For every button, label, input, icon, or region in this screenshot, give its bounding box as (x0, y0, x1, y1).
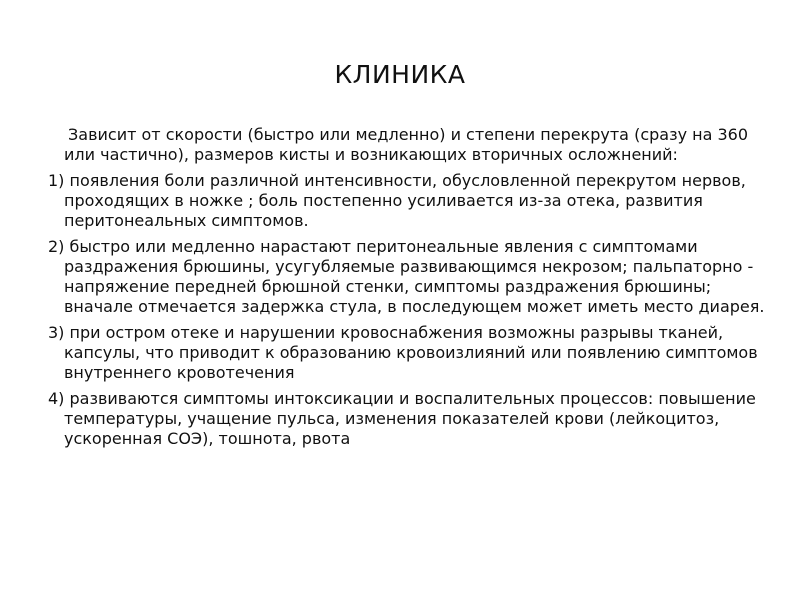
slide-body (48, 125, 776, 455)
list-item-3: 3) при остром отеке и нарушении кровоснабжения возможны разрывы тканей, капсулы, что приводит к образованию кровоизлияний или появлению симптомов внутреннего кровотечения (48, 323, 758, 382)
list-item-1: 1) появления боли различной интенсивности, обусловленной перекрутом нервов, проходящих в ножке ; боль постепенно усиливается из-за отека, развития перитонеальных симптомов. (48, 171, 746, 230)
list-item-4: 4) развиваются симптомы интоксикации и воспалительных процессов: повышение температуры, учащение пульса, изменения показателей крови (лейкоцитоз, ускоренная СОЭ), тошнота, рвота (48, 389, 756, 448)
slide-title: КЛИНИКА (334, 60, 466, 89)
intro-paragraph: Зависит от скорости (быстро или медленно) и степени перекрута (сразу на 360 или частично), размеров кисты и возникающих вторичных осложнений: (64, 125, 749, 164)
list-item-2: 2) быстро или медленно нарастают перитонеальные явления с симптомами раздражения брюшины, усугубляемые развивающимся некрозом; пальпаторно - напряжение передней брюшной стенки, симптомы раздражения брюшины; вначале отмечается задержка стула, в последующем может иметь место диарея. (48, 237, 765, 316)
